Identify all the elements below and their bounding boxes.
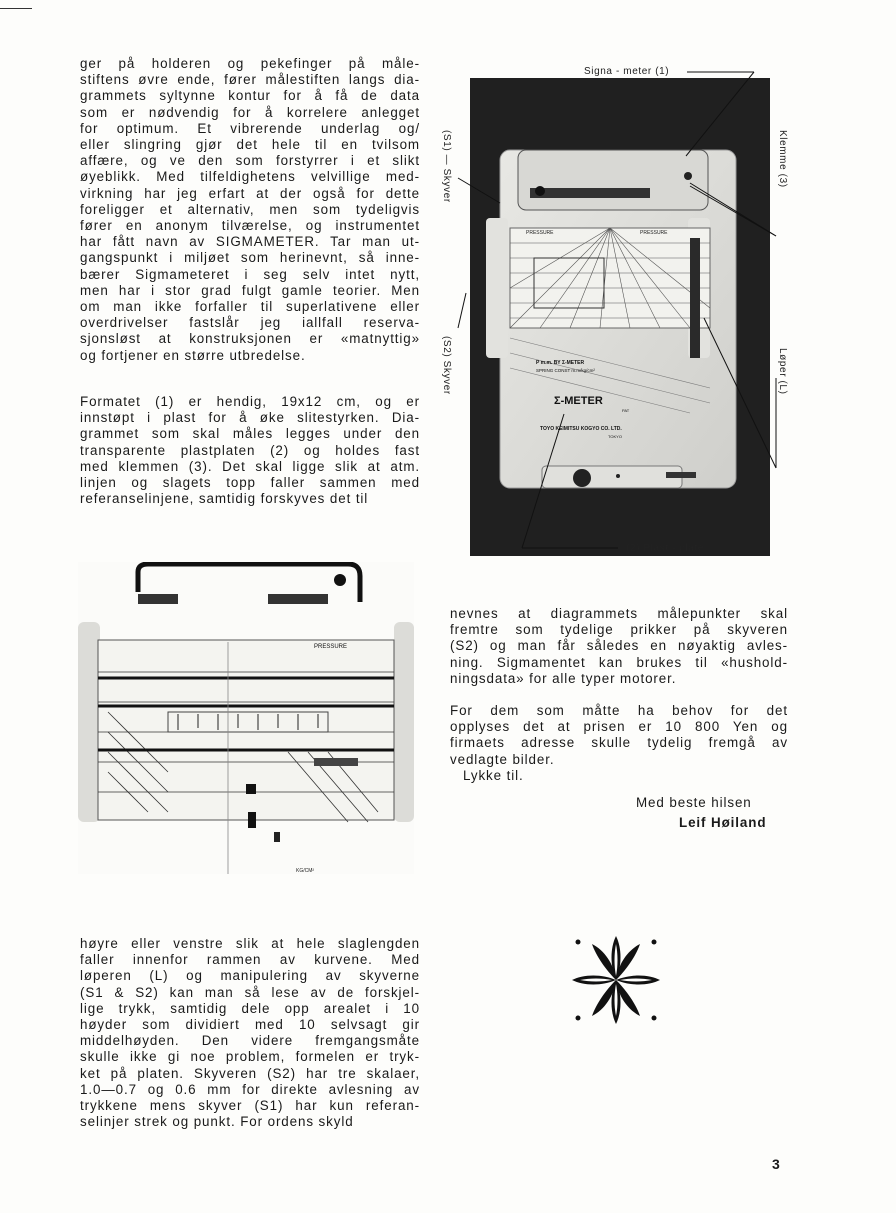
closeup-unit: KG/CM² bbox=[296, 868, 315, 874]
c1p3-line: 1.0—0.7 og 0.6 mm for direkte avlesning av bbox=[80, 1081, 420, 1097]
c1p3-line: løperen (L) og manipulering av skyverne bbox=[80, 968, 420, 984]
label-s1-skyver: (S1) — Skyver bbox=[441, 130, 452, 203]
c1p1-line: har fått navn av SIGMAMETER. Tar man ut- bbox=[80, 234, 420, 250]
column1-paragraph-2 bbox=[80, 394, 420, 507]
c1p2-line: Formatet (1) er hendig, 19x12 cm, og er bbox=[80, 394, 420, 409]
c1p1-line: sjonsløst at konstruksjonen er «matnyttig» bbox=[80, 331, 420, 347]
c1p1-line: om man ikke forfaller til superlativene eller bbox=[80, 299, 420, 315]
c2p1-line: ningsdata» for alle typer motorer. bbox=[450, 670, 677, 686]
c1p1-line: bærer Sigmameteret i seg selv intet nytt, bbox=[80, 266, 420, 282]
label-s2-skyver: (S2) Skyver bbox=[441, 336, 452, 395]
c1p2-line: linjen og slagets topp faller sammen med bbox=[80, 475, 420, 491]
label-loper: Løper (L) bbox=[777, 348, 788, 395]
device-pressure-right: PRESSURE bbox=[640, 230, 668, 236]
device-formula: P m.m. BY Σ-METER bbox=[536, 360, 585, 366]
c1p1-line: og fortjener en større utbredelse. bbox=[80, 347, 306, 363]
greeting-line: Med beste hilsen bbox=[636, 795, 752, 810]
c1p3-line: (S1 & S2) kan man så lese av de forskjel- bbox=[80, 984, 420, 1000]
c1p1-line: affære, og ve den som forstyrrer i et slikt bbox=[80, 153, 420, 169]
c2p1-line: nevnes at diagrammets målepunkter skal bbox=[450, 606, 788, 621]
c1p3-line: skulle ikke gi noe problem, formelen er tryk- bbox=[80, 1049, 420, 1065]
c1p3-line: trykkene mens skyver (S1) har kun referan- bbox=[80, 1098, 420, 1114]
c1p3-line: middelhøyden. Den videre fremgangsmåte bbox=[80, 1033, 420, 1049]
device-pressure-left: PRESSURE bbox=[526, 230, 554, 236]
closeup-pressure: PRESSURE bbox=[314, 644, 348, 650]
ornament-icon bbox=[566, 930, 666, 1030]
c1p1-line: virkning har jeg erfart at der også for dette bbox=[80, 185, 420, 201]
page-number: 3 bbox=[772, 1156, 780, 1172]
c1p2-line: referanselinjene, samtidig forskyves det til bbox=[80, 491, 369, 507]
c1p1-line: men har i stor grad fulgt gamle teorier. Men bbox=[80, 282, 420, 298]
c2p1-line: fremtre som tydelige prikker på skyveren bbox=[450, 622, 788, 638]
c1p1-line: øyeblikk. Med tilfeldighetens velvillige med- bbox=[80, 169, 420, 185]
figure-sigma-meter bbox=[441, 58, 790, 563]
c1p3-line: faller innenfor rammen av kurvene. Med bbox=[80, 952, 420, 968]
c2p1-line: ning. Sigmamentet kan brukes til «hushold- bbox=[450, 654, 788, 670]
c1p1-line: overdrivelser fastslår jeg iallfall reserva- bbox=[80, 315, 420, 331]
c1p1-line: gangspunkt i miljøet som herinevnt, så inne- bbox=[80, 250, 420, 266]
figure1-leader-lines bbox=[450, 58, 790, 563]
column2-paragraph-1 bbox=[450, 606, 788, 687]
label-plast-plate: (2) Plast - plate bbox=[626, 543, 705, 554]
c1p1-line: fører en anonym tilværelse, og instrumentet bbox=[80, 218, 420, 234]
photo-sigma-meter-closeup bbox=[78, 562, 414, 874]
author-name: Leif Høiland bbox=[679, 815, 767, 830]
column2-paragraph-2 bbox=[450, 703, 788, 768]
c1p3-line: ket på platen. Skyveren (S2) har tre skalaer, bbox=[80, 1065, 420, 1081]
device-brand: Σ-METER bbox=[554, 395, 603, 407]
photo-closeup-drawing bbox=[78, 562, 414, 874]
device-spring-const: SPRING CONST m.m/kg/cm² bbox=[536, 368, 595, 373]
column1-paragraph-1 bbox=[80, 56, 420, 364]
c1p1-line: foreligger et alternativ, men som tydeligvis bbox=[80, 201, 420, 217]
device-pat: PAT bbox=[622, 408, 630, 413]
label-klemme: Klemme (3) bbox=[777, 130, 788, 188]
device-city: TOKYO bbox=[608, 434, 622, 439]
c1p3-line: høyre eller venstre slik at hele slaglengden bbox=[80, 936, 420, 951]
decorative-ornament bbox=[566, 930, 666, 1030]
c1p2-line: innstøpt i plast for å øke slitestyrken. Dia- bbox=[80, 410, 420, 426]
c2p2-line: vedlagte bilder. bbox=[450, 751, 555, 767]
c1p1-line: eller slingring gjør det hele til en tvilsom bbox=[80, 137, 420, 153]
c1p1-line: som er nødvendig for å korrelere anlegget bbox=[80, 104, 420, 120]
c1p2-line: grammet som skal måles legges under den bbox=[80, 426, 420, 442]
c2p2-line: firmaets adresse skulle tydelig fremgå av bbox=[450, 735, 788, 751]
device-maker: TOYO KEIMITSU KOGYO CO. LTD. bbox=[540, 426, 622, 432]
closing-line: Lykke til. bbox=[463, 768, 524, 783]
c1p3-line: selinjer strek og punkt. For ordens skyld bbox=[80, 1114, 354, 1130]
c2p2-line: For dem som måtte ha behov for det bbox=[450, 703, 788, 718]
c1p3-line: lige trykk, samtidig dele opp arealet i 10 bbox=[80, 1000, 420, 1016]
c1p1-line: ger på holderen og pekefinger på måle- bbox=[80, 56, 420, 71]
corner-crop-mark bbox=[0, 8, 32, 9]
c1p3-line: høyder som dividiert med 10 selvsagt gir bbox=[80, 1017, 420, 1033]
c1p1-line: grammets syltynne kontur for å få de data bbox=[80, 88, 420, 104]
c1p1-line: for optimum. Et vibrerende underlag og/ bbox=[80, 120, 420, 136]
label-signa-meter: Signa - meter (1) bbox=[584, 66, 670, 77]
c2p1-line: (S2) og man får således en nøyaktig avles- bbox=[450, 638, 788, 654]
c1p2-line: med klemmen (3). Det skal ligge slik at atm. bbox=[80, 458, 420, 474]
c2p2-line: opplyses det at prisen er 10 800 Yen og bbox=[450, 719, 788, 735]
c1p1-line: stiftens øvre ende, fører målestiften langs dia- bbox=[80, 72, 420, 88]
column1-paragraph-3 bbox=[80, 936, 420, 1130]
c1p2-line: transparente plastplaten (2) og holdes fast bbox=[80, 442, 420, 458]
